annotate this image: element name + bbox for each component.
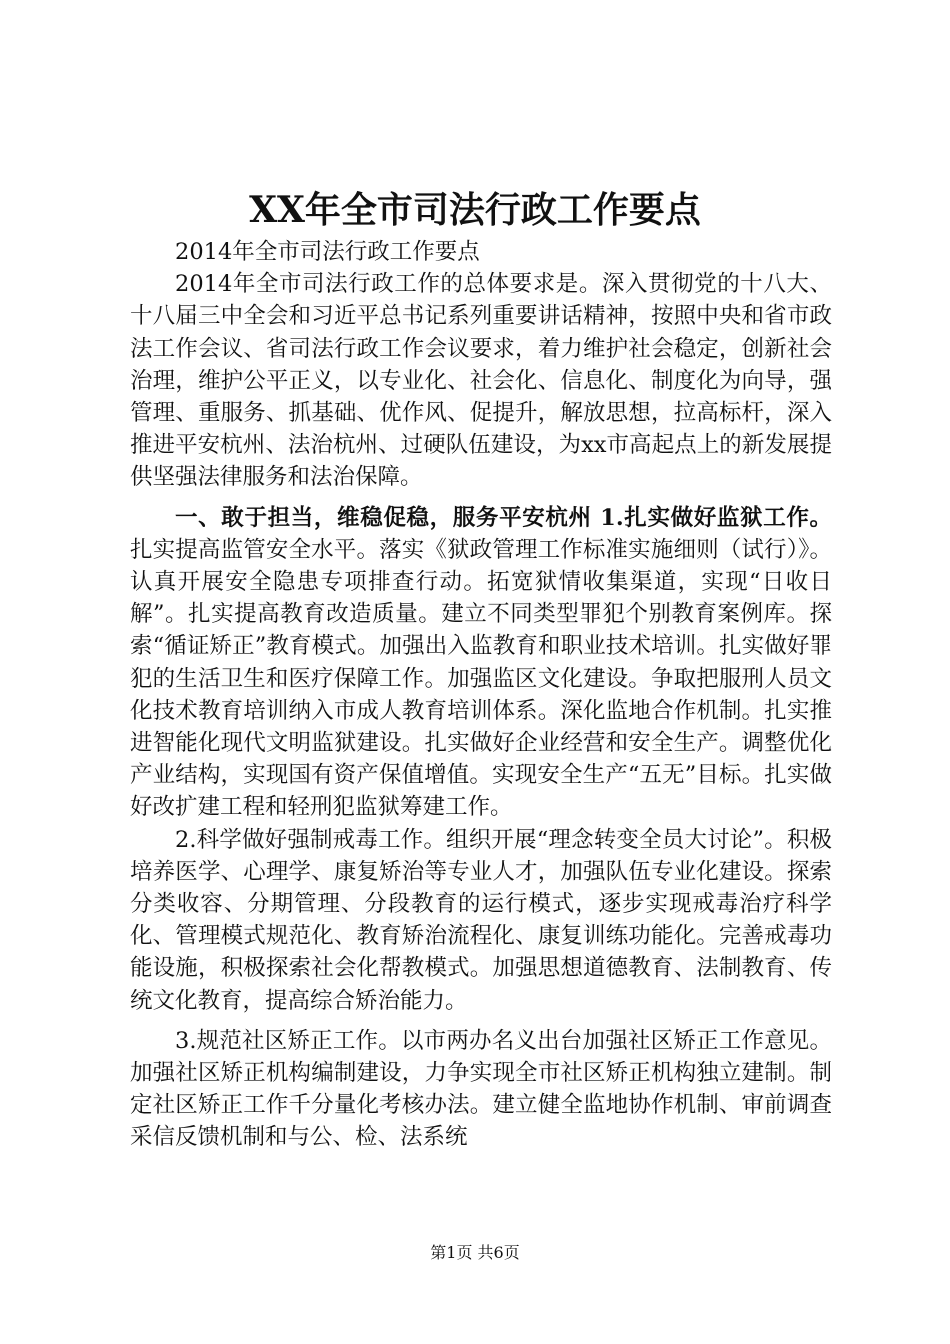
paragraph-prison-work <box>130 502 832 824</box>
subtitle-paragraph: 2014年全市司法行政工作要点 <box>175 239 480 265</box>
section-heading: 一、敢于担当，维稳促稳，服务平安杭州 1.扎实做好监狱工作。 <box>175 504 832 531</box>
paragraph-community-correction: 3.规范社区矫正工作。以市两办名义出台加强社区矫正工作意见。加强社区矫正机构编制建设，力争实现全市社区矫正机构独立建制。制定社区矫正工作千分量化考核办法。建立健全监地协作机制、审前调查采信反馈机制和与公、检、法系统 <box>130 1027 832 1151</box>
paragraph-drug-rehab: 2.科学做好强制戒毒工作。组织开展“理念转变全员大讨论”。积极培养医学、心理学、康复矫治等专业人才，加强队伍专业化建设。探索分类收容、分期管理、分段教育的运行模式，逐步实现戒毒治疗科学化、管理模式规范化、教育矫治流程化、康复训练功能化。完善戒毒功能设施，积极探索社会化帮教模式。加强思想道德教育、法制教育、传统文化教育，提高综合矫治能力。 <box>130 826 832 1014</box>
document-body <box>130 236 832 1154</box>
page-footer: 第1页 共6页 <box>430 1243 520 1262</box>
paragraph-general-requirements: 2014年全市司法行政工作的总体要求是。深入贯彻党的十八大、十八届三中全会和习近平总书记系列重要讲话精神，按照中央和省市政法工作会议、省司法行政工作会议要求，着力维护社会稳定，创新社会治理，维护公平正义，以专业化、社会化、信息化、制度化为向导，强管理、重服务、抓基础、优作风、促提升，解放思想，拉高标杆，深入推进平安杭州、法治杭州、过硬队伍建设，为xx市高起点上的新发展提供坚强法律服务和法治保障。 <box>130 271 832 491</box>
paragraph-prison-work-text: 扎实提高监管安全水平。落实《狱政管理工作标准实施细则（试行）》。认真开展安全隐患专项排查行动。拓宽狱情收集渠道，实现“日收日解”。扎实提高教育改造质量。建立不同类型罪犯个别教育案例库。探索“循证矫正”教育模式。加强出入监教育和职业技术培训。扎实做好罪犯的生活卫生和医疗保障工作。加强监区文化建设。争取把服刑人员文化技术教育培训纳入市成人教育培训体系。深化监地合作机制。扎实推进智能化现代文明监狱建设。扎实做好企业经营和安全生产。调整优化产业结构，实现国有资产保值增值。实现安全生产“五无”目标。扎实做好改扩建工程和轻刑犯监狱筹建工作。 <box>130 536 832 821</box>
document-title: XX年全市司法行政工作要点 <box>249 189 701 231</box>
